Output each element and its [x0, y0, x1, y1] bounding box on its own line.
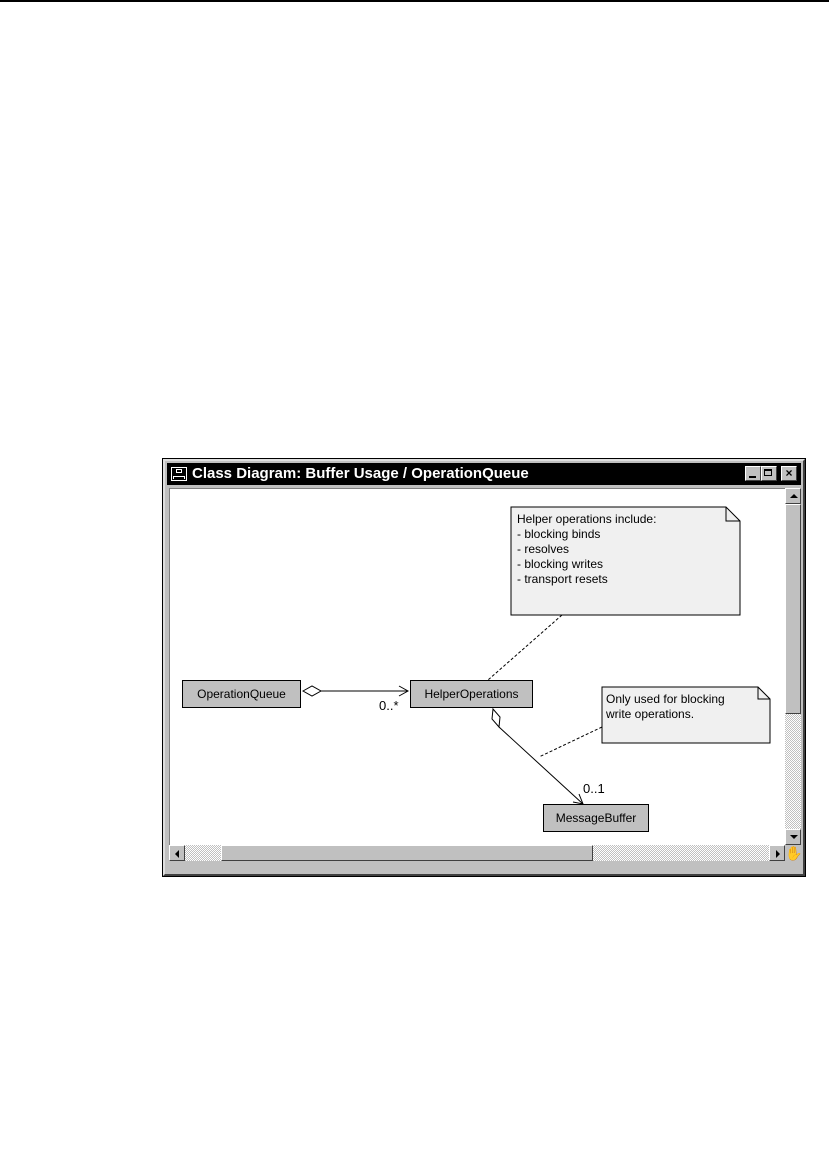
hand-icon[interactable]: ✋	[785, 845, 803, 861]
helper-aggregation-diamond	[492, 709, 500, 727]
multiplicity-helper-buffer: 0..1	[583, 781, 605, 796]
class-operation-queue-label: OperationQueue	[197, 687, 286, 701]
close-button[interactable]	[781, 466, 797, 481]
window-titlebar[interactable]	[167, 463, 801, 485]
diagram-canvas[interactable]	[169, 488, 785, 845]
vertical-scroll-thumb[interactable]	[785, 504, 801, 714]
page-top-rule	[0, 0, 829, 2]
scroll-left-button[interactable]	[169, 845, 185, 861]
class-message-buffer-label: MessageBuffer	[555, 811, 637, 825]
scroll-right-button[interactable]	[769, 845, 785, 861]
class-helper-operations[interactable]	[410, 680, 533, 708]
helper-note-anchor	[488, 615, 562, 680]
class-helper-operations-label: HelperOperations	[424, 687, 519, 701]
minimize-button[interactable]	[745, 466, 761, 481]
maximize-button[interactable]	[761, 466, 777, 481]
horizontal-scroll-thumb[interactable]	[221, 845, 593, 861]
arrow-up-icon	[790, 494, 798, 498]
diagram-connectors	[170, 489, 785, 845]
multiplicity-queue-helper: 0..*	[379, 698, 399, 713]
queue-aggregation-diamond	[303, 686, 321, 696]
vertical-scrollbar[interactable]	[785, 488, 801, 845]
class-message-buffer[interactable]	[543, 804, 649, 832]
window-title: Class Diagram: Buffer Usage / OperationQueue	[192, 465, 529, 482]
scroll-up-button[interactable]	[785, 488, 801, 504]
helper-note[interactable]: Helper operations include: - blocking binds - resolves - blocking writes - transport resets	[517, 512, 657, 586]
arrow-down-icon	[790, 835, 798, 839]
buffer-note[interactable]: Only used for blocking write operations.	[606, 692, 725, 721]
class-operation-queue[interactable]	[182, 680, 301, 708]
arrow-right-icon	[776, 850, 780, 858]
buffer-note-anchor	[539, 727, 602, 757]
close-icon: ×	[785, 466, 793, 480]
class-diagram-window	[163, 459, 805, 876]
class-diagram-icon[interactable]	[171, 467, 187, 481]
helper-to-buffer-line	[499, 727, 583, 804]
arrow-left-icon	[175, 850, 179, 858]
horizontal-scrollbar[interactable]	[169, 845, 785, 861]
scroll-down-button[interactable]	[785, 829, 801, 845]
